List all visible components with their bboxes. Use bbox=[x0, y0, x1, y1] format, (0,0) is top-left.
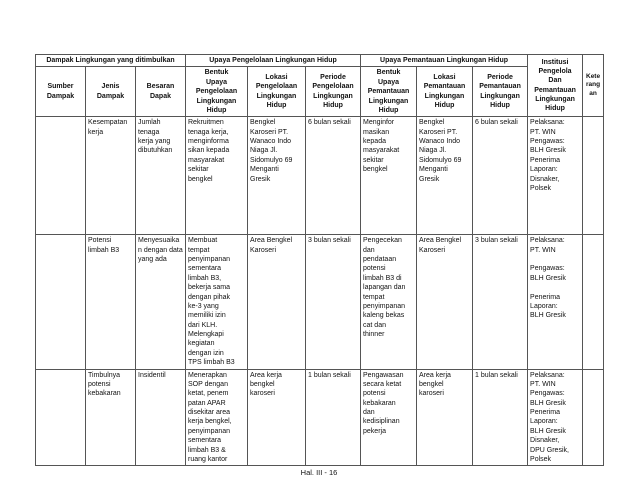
cell-sumber bbox=[36, 235, 86, 369]
cell-jenis: Kesempatan kerja bbox=[86, 117, 136, 235]
header-pengelolaan-group: Upaya Pengelolaan Lingkungan Hidup bbox=[186, 55, 361, 67]
cell-jenis: Potensi limbah B3 bbox=[86, 235, 136, 369]
cell-besaran: Insidentil bbox=[136, 369, 186, 466]
cell-bentuk-pemantauan: Pengecekan dan pendataan potensi limbah B3 di lapangan dan tempat penyimpanan kaleng bekas cat dan thinner bbox=[361, 235, 417, 369]
cell-lokasi-pengelolaan: Area kerja bengkel karoseri bbox=[248, 369, 306, 466]
cell-bentuk-pengelolaan: Rekruitmen tenaga kerja, menginforma sikan kepada masyarakat sekitar bengkel bbox=[186, 117, 248, 235]
header-keterangan: Keterangan bbox=[583, 55, 604, 117]
cell-bentuk-pengelolaan: Menerapkan SOP dengan ketat, penem patan APAR disekitar area kerja bengkel, penyimpanan sementara limbah B3 & ruang kantor bbox=[186, 369, 248, 466]
cell-periode-pengelolaan: 6 bulan sekali bbox=[306, 117, 361, 235]
header-dampak-group: Dampak Lingkungan yang ditimbulkan bbox=[36, 55, 186, 67]
cell-keterangan bbox=[583, 235, 604, 369]
cell-periode-pengelolaan: 1 bulan sekali bbox=[306, 369, 361, 466]
cell-keterangan bbox=[583, 117, 604, 235]
header-besaran-dampak: Besaran Dapak bbox=[136, 67, 186, 117]
cell-lokasi-pemantauan: Bengkel Karoseri PT. Wanaco Indo Niaga Jl. Sidomulyo 69 Menganti Gresik bbox=[417, 117, 473, 235]
header-periode-pengelolaan: Periode Pengelolaan Lingkungan Hidup bbox=[306, 67, 361, 117]
header-lokasi-pengelolaan: Lokasi Pengelolaan Lingkungan Hidup bbox=[248, 67, 306, 117]
header-bentuk-pengelolaan: Bentuk Upaya Pengelolaan Lingkungan Hidup bbox=[186, 67, 248, 117]
cell-sumber bbox=[36, 117, 86, 235]
cell-institusi: Pelaksana: PT. WIN Pengawas: BLH Gresik Penerima Laporan: Disnaker, Polsek bbox=[528, 117, 583, 235]
header-sumber-dampak: Sumber Dampak bbox=[36, 67, 86, 117]
cell-besaran: Menyesuaika n dengan data yang ada bbox=[136, 235, 186, 369]
table-row bbox=[36, 117, 604, 235]
rkl-rpl-table bbox=[35, 54, 604, 466]
page-number: Hal. III - 16 bbox=[300, 468, 338, 477]
cell-jenis: Timbulnya potensi kebakaran bbox=[86, 369, 136, 466]
header-bentuk-pemantauan: Bentuk Upaya Pemantauan Lingkungan Hidup bbox=[361, 67, 417, 117]
header-row-columns bbox=[36, 67, 604, 117]
header-jenis-dampak: Jenis Dampak bbox=[86, 67, 136, 117]
cell-bentuk-pemantauan: Menginfor masikan kepada masyarakat sekitar bengkel bbox=[361, 117, 417, 235]
table-row bbox=[36, 369, 604, 466]
cell-periode-pemantauan: 1 bulan sekali bbox=[473, 369, 528, 466]
cell-besaran: Jumlah tenaga kerja yang dibutuhkan bbox=[136, 117, 186, 235]
cell-lokasi-pemantauan: Area Bengkel Karoseri bbox=[417, 235, 473, 369]
cell-bentuk-pengelolaan: Membuat tempat penyimpanan sementara limbah B3, bekerja sama dengan pihak ke-3 yang memiliki izin dari KLH. Melengkapi kegiatan dengan izin TPS limbah B3 bbox=[186, 235, 248, 369]
cell-lokasi-pemantauan: Area kerja bengkel karoseri bbox=[417, 369, 473, 466]
cell-bentuk-pemantauan: Pengawasan secara ketat potensi kebakaran dan kedisiplinan pekerja bbox=[361, 369, 417, 466]
cell-sumber bbox=[36, 369, 86, 466]
cell-lokasi-pengelolaan: Bengkel Karoseri PT. Wanaco Indo Niaga Jl. Sidomulyo 69 Menganti Gresik bbox=[248, 117, 306, 235]
header-periode-pemantauan: Periode Pemantauan Lingkungan Hidup bbox=[473, 67, 528, 117]
header-pemantauan-group: Upaya Pemantauan Lingkungan Hidup bbox=[361, 55, 528, 67]
header-row-groups bbox=[36, 55, 604, 67]
cell-periode-pemantauan: 6 bulan sekali bbox=[473, 117, 528, 235]
table-row bbox=[36, 235, 604, 369]
cell-periode-pengelolaan: 3 bulan sekali bbox=[306, 235, 361, 369]
cell-lokasi-pengelolaan: Area Bengkel Karoseri bbox=[248, 235, 306, 369]
cell-periode-pemantauan: 3 bulan sekali bbox=[473, 235, 528, 369]
cell-institusi: Pelaksana: PT. WIN Pengawas: BLH Gresik Penerima Laporan: BLH Gresik bbox=[528, 235, 583, 369]
cell-institusi: Pelaksana: PT. WIN Pengawas: BLH Gresik Penerima Laporan: BLH Gresik Disnaker, DPU Gresik, Polsek bbox=[528, 369, 583, 466]
cell-keterangan bbox=[583, 369, 604, 466]
header-lokasi-pemantauan: Lokasi Pemantauan Lingkungan Hidup bbox=[417, 67, 473, 117]
header-institusi: Institusi Pengelola Dan Pemantauan Lingkungan Hidup bbox=[528, 55, 583, 117]
